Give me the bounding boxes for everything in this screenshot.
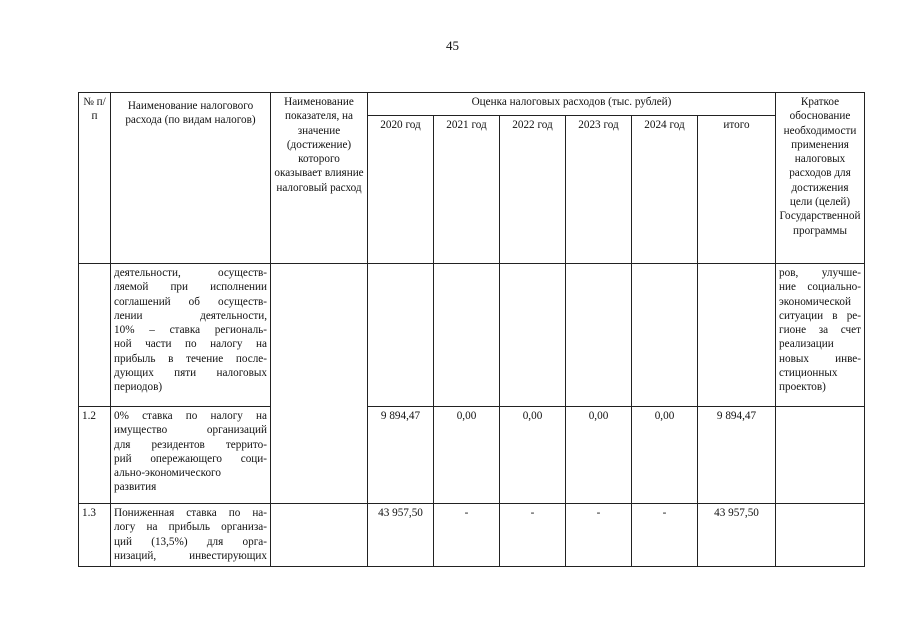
row-value-2021: - — [434, 504, 500, 567]
header-tax-name: Наименование налогового расхода (по видам налогов) — [111, 93, 271, 264]
row-justification — [776, 407, 865, 504]
row-value-2024 — [632, 264, 698, 407]
row-indicator — [271, 504, 368, 567]
header-num: № п/п — [79, 93, 111, 264]
row-value-total — [698, 264, 776, 407]
row-value-2021 — [434, 264, 500, 407]
tax-expenditure-table — [78, 92, 865, 567]
table-row — [79, 407, 865, 504]
table-row — [79, 504, 865, 567]
row-value-2024: - — [632, 504, 698, 567]
row-value-2021: 0,00 — [434, 407, 500, 504]
header-year-2023: 2023 год — [566, 116, 632, 264]
header-year-2022: 2022 год — [500, 116, 566, 264]
header-total: итого — [698, 116, 776, 264]
row-tax-name: деятельности, осуществ- ляемой при исполнении соглашений об осуществ- лении деятельности, 10% – ставка региональ- ной части по налогу на прибыль в течение после- дующих пяти налоговых периодов) — [111, 264, 271, 407]
header-year-2024: 2024 год — [632, 116, 698, 264]
header-year-2021: 2021 год — [434, 116, 500, 264]
row-value-total: 43 957,50 — [698, 504, 776, 567]
row-value-2020: 43 957,50 — [368, 504, 434, 567]
row-value-2022 — [500, 264, 566, 407]
row-value-2024: 0,00 — [632, 407, 698, 504]
row-value-2023: 0,00 — [566, 407, 632, 504]
row-value-2022: 0,00 — [500, 407, 566, 504]
row-value-2023: - — [566, 504, 632, 567]
row-num: 1.2 — [79, 407, 111, 504]
row-num — [79, 264, 111, 407]
row-value-2020: 9 894,47 — [368, 407, 434, 504]
row-num: 1.3 — [79, 504, 111, 567]
header-indicator: Наименование показателя, на значение (достижение) которого оказывает влияние налоговый расход — [271, 93, 368, 264]
row-value-2022: - — [500, 504, 566, 567]
header-year-2020: 2020 год — [368, 116, 434, 264]
table-row — [79, 264, 865, 407]
row-justification: ров, улучше- ние социально- экономической ситуации в ре- гионе за счет реализации новых инве- стиционных проектов) — [776, 264, 865, 407]
row-value-2020 — [368, 264, 434, 407]
page-number: 45 — [446, 38, 459, 53]
row-value-total: 9 894,47 — [698, 407, 776, 504]
row-tax-name: 0% ставка по налогу на имущество организаций для резидентов террито- рий опережающего соци- ально-экономического развития — [111, 407, 271, 504]
row-indicator — [271, 264, 368, 504]
header-justification: Краткое обоснование необходимости применения налоговых расходов для достижения цели (целей) Государственной программы — [776, 93, 865, 264]
row-value-2023 — [566, 264, 632, 407]
row-tax-name: Пониженная ставка по на- логу на прибыль организа- ций (13,5%) для орга- низаций, инвестирующих — [111, 504, 271, 567]
header-estimate: Оценка налоговых расходов (тыс. рублей) — [368, 93, 776, 116]
row-justification — [776, 504, 865, 567]
